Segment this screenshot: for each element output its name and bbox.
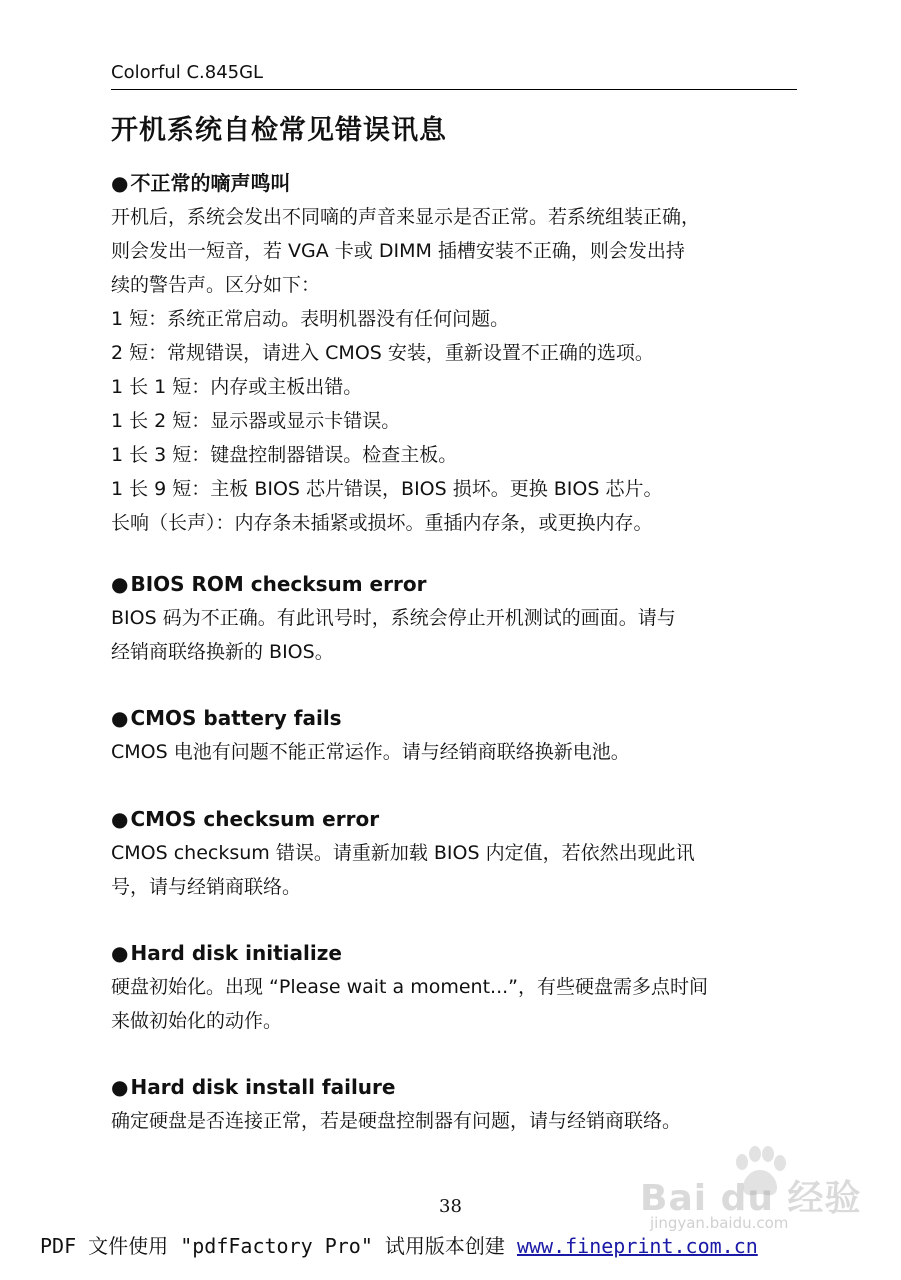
body-line: 号，请与经销商联络。 — [111, 876, 302, 898]
pdf-footer — [40, 1233, 758, 1259]
section-heading: ● 不正常的嘀声鸣叫 — [111, 166, 801, 200]
body-line: 1 长 3 短：键盘控制器错误。检查主板。 — [111, 444, 458, 466]
body-line: 续的警告声。区分如下： — [111, 274, 321, 296]
section-beep-codes — [111, 166, 801, 540]
footer-text: PDF 文件使用 "pdfFactory Pro" 试用版本创建 — [40, 1234, 517, 1258]
watermark-url: jingyan.baidu.com — [650, 1214, 789, 1232]
bullet-icon: ● — [111, 941, 129, 965]
body-line: 确定硬盘是否连接正常，若是硬盘控制器有问题，请与经销商联络。 — [111, 1110, 682, 1132]
page-number: 38 — [439, 1196, 462, 1217]
bullet-icon: ● — [111, 807, 129, 831]
section-bios-rom-checksum — [111, 567, 801, 669]
document-header — [111, 62, 795, 84]
body-line: BIOS 码为不正确。有此讯号时，系统会停止开机测试的画面。请与 — [111, 607, 676, 629]
body-line: 硬盘初始化。出现 “Please wait a moment...”，有些硬盘需多点时间 — [111, 976, 708, 998]
product-name: Colorful C.845GL — [111, 62, 264, 83]
section-heading: ● CMOS checksum error — [111, 802, 801, 836]
section-cmos-checksum — [111, 802, 801, 904]
header-divider — [111, 89, 797, 90]
body-line: 则会发出一短音，若 VGA 卡或 DIMM 插槽安装不正确，则会发出持 — [111, 240, 685, 262]
section-heading: ● BIOS ROM checksum error — [111, 567, 801, 601]
section-hdd-install-failure — [111, 1070, 801, 1138]
body-line: 1 短：系统正常启动。表明机器没有任何问题。 — [111, 308, 510, 330]
section-heading: ● Hard disk install failure — [111, 1070, 801, 1104]
bullet-icon: ● — [111, 706, 129, 730]
body-line: 长响（长声）：内存条未插紧或损坏。重插内存条，或更换内存。 — [111, 512, 653, 534]
body-line: CMOS checksum 错误。请重新加载 BIOS 内定值，若依然出现此讯 — [111, 842, 695, 864]
body-line: 经销商联络换新的 BIOS。 — [111, 641, 334, 663]
body-line: 1 长 2 短：显示器或显示卡错误。 — [111, 410, 401, 432]
bullet-icon: ● — [111, 171, 129, 195]
body-line: 1 长 9 短：主板 BIOS 芯片错误，BIOS 损坏。更换 BIOS 芯片。 — [111, 478, 663, 500]
section-hdd-initialize — [111, 936, 801, 1038]
section-heading: ● Hard disk initialize — [111, 936, 801, 970]
bullet-icon: ● — [111, 572, 129, 596]
body-line: 1 长 1 短：内存或主板出错。 — [111, 376, 363, 398]
body-line: 开机后，系统会发出不同嘀的声音来显示是否正常。若系统组装正确， — [111, 206, 701, 228]
body-line: 来做初始化的动作。 — [111, 1010, 283, 1032]
body-line: 2 短：常规错误，请进入 CMOS 安装，重新设置不正确的选项。 — [111, 342, 654, 364]
footer-link[interactable]: www.fineprint.com.cn — [516, 1234, 758, 1258]
section-heading: ● CMOS battery fails — [111, 701, 801, 735]
bullet-icon: ● — [111, 1075, 129, 1099]
section-cmos-battery — [111, 701, 801, 769]
watermark-brand: Bai du 经验 — [640, 1178, 862, 1219]
body-line: CMOS 电池有问题不能正常运作。请与经销商联络换新电池。 — [111, 741, 630, 763]
page-title: 开机系统自检常见错误讯息 — [111, 115, 447, 146]
